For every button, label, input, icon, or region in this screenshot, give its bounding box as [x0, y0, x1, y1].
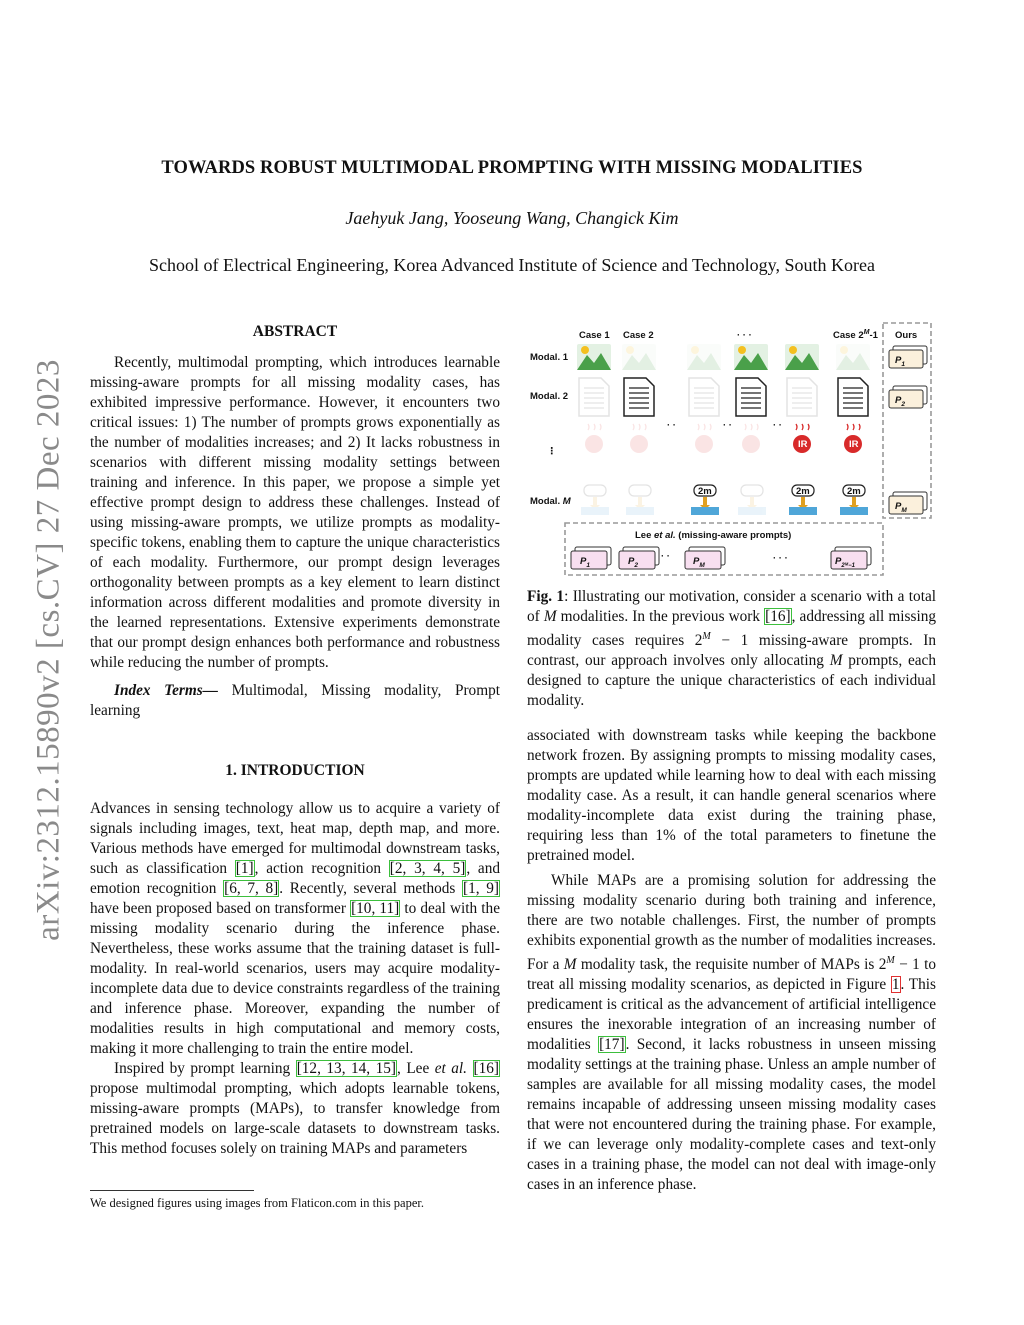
figure-1	[527, 318, 937, 580]
intro-paragraph-2: Inspired by prompt learning [12, 13, 14, 15], Lee et al. [16] propose multimodal prompting, which adopts learnable tokens, missing-aware prompts (MAPs), to transfer knowledge from pretrained models on large-scale datasets to downstream tasks. This method focuses solely on training MAPs and parameters	[90, 1060, 500, 1157]
document-icon-missing	[689, 378, 719, 416]
ir-text: IR	[849, 439, 859, 450]
paper-authors: Jaehyuk Jang, Yooseung Wang, Changick Kim	[345, 208, 679, 228]
depth-text: 2m	[796, 486, 810, 497]
image-icon	[785, 344, 819, 370]
ours-prompt-m-label: $P_M$	[895, 501, 907, 514]
depth-icon-missing	[738, 485, 766, 515]
intro-paragraph-1: Advances in sensing technology allow us to acquire a variety of signals including images, text, heat map, depth map, and more. Various methods have emerged for multimodal downstream tasks, such as classification [1], action recognition [2, 3, 4, 5], and emotion recognition [6, 7, 8]. Recently, several methods [1, 9] have been proposed based on transformer [10, 11] to deal with the missing modality scenario during the inference phase. Nevertheless, these works assume that the training dataset is full-modality. In real-world scenarios, users may acquire modality-incomplete data due to device constraints regardless of the training and inference phase. Moreover, expanding the number of modalities results in high computational and memory costs, making it more challenging to train the entire model.	[90, 800, 500, 1057]
depth-text: 2m	[698, 486, 712, 497]
paper-title: TOWARDS ROBUST MULTIMODAL PROMPTING WITH MISSING MODALITIES	[161, 158, 863, 178]
index-terms-text: Multimodal, Missing modality, Prompt learning	[90, 682, 501, 719]
lee-prompt-2	[619, 547, 659, 569]
citation-link[interactable]: [2, 3, 4, 5]	[389, 860, 466, 877]
ir-icon-missing	[695, 424, 713, 453]
lee-dots: · · ·	[773, 553, 788, 564]
ours-prompt-1-label: $P_1$	[895, 355, 905, 368]
document-icon	[624, 378, 654, 416]
citation-link[interactable]: [6, 7, 8]	[224, 880, 279, 897]
ir-text: IR	[798, 439, 808, 450]
ir-icon-missing	[585, 424, 603, 453]
introduction-section	[90, 761, 500, 1159]
abstract-section	[90, 322, 500, 721]
row-dots: · ·	[667, 420, 676, 431]
citation-link[interactable]: [16]	[765, 608, 791, 625]
right-column-body	[527, 726, 936, 1195]
image-icon-missing	[836, 344, 870, 370]
lee-prompt-m-label: $P_M$	[693, 556, 705, 569]
image-icon-missing	[687, 344, 721, 370]
right-paragraph-2: While MAPs are a promising solution for addressing the missing modality scenario during both training and inference, there are two notable challenges. First, the number of prompts exhibits exponential growth as the number of modalities increases. For a M modality task, the requisite number of MAPs is $2^M - 1$ to treat all missing modality scenarios, as depicted in Figure 1. This predicament is critical as the advancement of artificial intelligence ensures the inexorable integration of an increasing number of modalities [17]. Second, it lacks robustness in unseen missing modality settings at the training phase. Unless an ample number of samples are available for all missing modality cases, the model remains incapable of addressing unseen missing modality cases that were not encountered during the training phase. For example, if we can leverage only modality-complete cases and text-only cases in a training phase, the model can not deal with image-only cases in an inference phase.	[527, 872, 936, 1194]
modal-m-label: Modal. M	[530, 496, 571, 507]
lee-prompt-m	[685, 547, 725, 569]
modal-1-label: Modal. 1	[530, 352, 569, 363]
abstract-heading: ABSTRACT	[252, 323, 338, 340]
document-icon-missing	[579, 378, 609, 416]
image-icon	[734, 344, 768, 370]
introduction-heading: 1. INTRODUCTION	[225, 762, 365, 779]
citation-link[interactable]: [12, 13, 14, 15]	[296, 1060, 397, 1077]
lee-prompt-2-label: $P_2$	[628, 556, 638, 569]
footnote: We designed figures using images from Flaticon.com in this paper.	[90, 1196, 424, 1210]
document-icon	[838, 378, 868, 416]
lee-prompt-last-label: $P_{2ᴹ-1}$	[835, 556, 855, 569]
row-dots: · ·	[723, 420, 732, 431]
figure-caption: Fig. 1: Illustrating our motivation, consider a scenario with a total of M modalities. In the previous work [16], addressing all missing modality cases requires $2^M - 1$ missing-aware prompts. In contrast, our approach involves only allocating M prompts, each designed to capture the unique characteristics of each individual modality.	[527, 588, 937, 710]
vertical-dots: ⋮	[547, 446, 557, 457]
row-dots: · ·	[773, 420, 782, 431]
document-icon-missing	[787, 378, 817, 416]
ir-icon-missing	[630, 424, 648, 453]
paper-affiliation: School of Electrical Engineering, Korea Advanced Institute of Science and Technology, South Korea	[148, 255, 875, 275]
citation-link[interactable]: [16]	[473, 1060, 500, 1077]
document-icon	[736, 378, 766, 416]
case-last-label: Case $2^M-1$	[833, 329, 878, 341]
ours-prompt-2-label: $P_2$	[895, 395, 905, 408]
figure-link[interactable]: 1	[891, 976, 900, 994]
citation-link[interactable]: [17]	[599, 1036, 625, 1054]
arxiv-id: arXiv:2312.15890v2 [cs.CV] 27 Dec 2023	[30, 359, 67, 941]
citation-link[interactable]: [1, 9]	[463, 880, 499, 897]
lee-prompt-1	[571, 547, 611, 569]
image-icon-missing	[622, 344, 656, 370]
case-1-label: Case 1	[579, 330, 610, 341]
depth-text: 2m	[847, 486, 861, 497]
citation-link[interactable]: [10, 11]	[351, 900, 400, 917]
lee-prompt-1-label: $P_1$	[580, 556, 590, 569]
depth-icon-missing	[581, 485, 609, 515]
abstract-text: Recently, multimodal prompting, which introduces learnable missing-aware prompts for all missing modality cases, has exhibited impressive performance. However, it encounters two critical issues: 1) The number of prompts grows exponentially as the number of modalities increases; and 2) It lacks robustness in scenarios with different missing modality settings between training and inference. In this paper, we propose a simple yet effective prompt design to address these challenges. Instead of using missing-aware prompts, we utilize prompts as modality-specific tokens, enabling them to capture the unique characteristics of each modality. Furthermore, our prompt design leverages orthogonality between prompts as a key element to learn distinct information across different modalities and promote diversity in the learned representations. Extensive experiments demonstrate that our prompt design enhances both performance and robustness while reducing the number of prompts.	[90, 354, 500, 671]
footnote-rule	[90, 1190, 254, 1191]
case-2-label: Case 2	[623, 330, 654, 341]
case-dots: · · ·	[737, 330, 752, 341]
ours-label: Ours	[895, 330, 918, 341]
caption-label: Fig. 1	[527, 588, 565, 605]
lee-dots: · ·	[661, 551, 670, 562]
modal-2-label: Modal. 2	[530, 391, 569, 402]
arxiv-sidebar	[28, 350, 70, 950]
citation-link[interactable]: [1]	[235, 860, 254, 877]
index-terms	[90, 681, 500, 721]
right-paragraph-1: associated with downstream tasks while keeping the backbone network frozen. By assigning prompts to missing modality cases, prompts are updated while learning how to deal with each missing modality case. As a result, it can handle general scenarios where modality-incomplete data exist during the training phase, requiring less than 1% of the total parameters to finetune the pretrained model.	[527, 727, 936, 864]
image-icon	[577, 344, 611, 370]
depth-icon-missing	[626, 485, 654, 515]
ir-icon-missing	[742, 424, 760, 453]
lee-label: Lee et al. (missing-aware prompts)	[635, 530, 792, 541]
index-terms-label: Index Terms—	[114, 682, 218, 699]
